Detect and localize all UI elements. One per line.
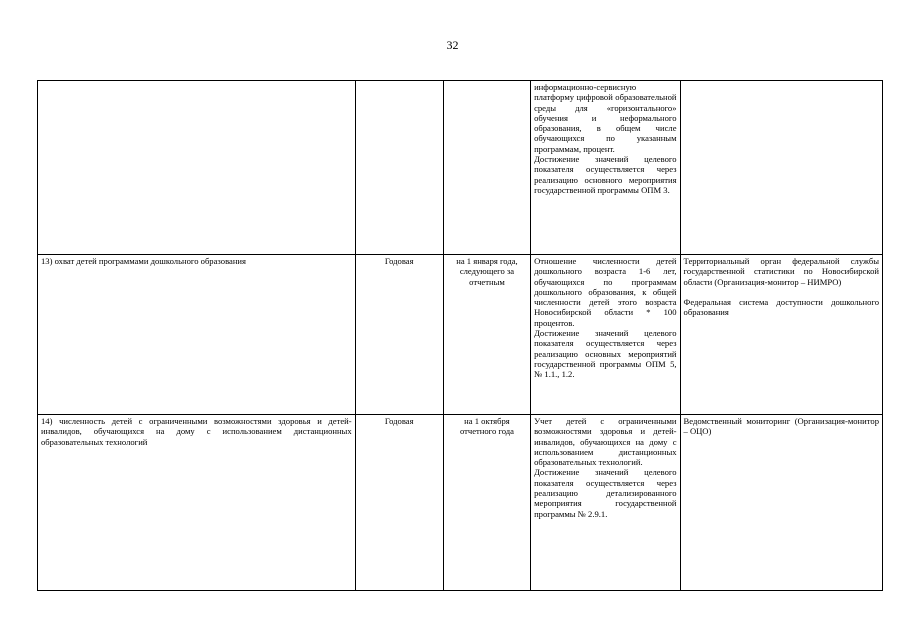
method-paragraph: Достижение значений целевого показателя осуществляется через реализацию детализированного мероприятия государственной программы № 2.9.1. [534,467,677,519]
method-paragraph: Достижение значений целевого показателя осуществляется через реализацию основного мероприятия государственной программы ОПМ 3. [534,154,677,195]
method-cell [531,255,680,415]
indicator-cell: 13) охват детей программами дошкольного образования [38,255,356,415]
date-cell: на 1 октября отчетного года [443,415,530,591]
page-number: 32 [446,38,459,52]
source-cell [680,81,882,255]
table-row [38,81,883,255]
source-cell [680,255,882,415]
source-paragraph: Ведомственный мониторинг (Организация-монитор – ОЦО) [683,416,879,437]
method-cell [531,415,680,591]
source-cell [680,415,882,591]
periodicity-cell: Годовая [355,415,443,591]
source-paragraph: Федеральная система доступности дошкольного образования [683,297,879,318]
date-cell [443,81,530,255]
table-row [38,415,883,591]
method-paragraph: платформу цифровой образовательной среды для «горизонтального» обучения и неформального образования, в общем числе обучающихся по указанным программам, процент. [534,92,677,154]
periodicity-cell: Годовая [355,255,443,415]
indicator-cell: 14) численность детей с ограниченными возможностями здоровья и детей-инвалидов, обучающихся на дому с использованием дистанционных образовательных технологий [38,415,356,591]
method-paragraph: информационно-сервисную [534,82,637,92]
periodicity-cell [355,81,443,255]
method-paragraph: Отношение численности детей дошкольного возраста 1-6 лет, обучающихся по программам дошкольного образования, к общей численности детей этого возраста Новосибирской области * 100 процентов. [534,256,677,328]
indicator-cell [38,81,356,255]
date-cell: на 1 января года, следующего за отчетным [443,255,530,415]
table-row [38,255,883,415]
source-paragraph: Территориальный орган федеральной службы государственной статистики по Новосибирской области (Организация-монитор – НИМРО) [683,256,879,287]
method-paragraph: Достижение значений целевого показателя осуществляется через реализацию основных мероприятий государственной программы ОПМ 5, № 1.1., 1.2. [534,328,677,380]
indicators-table [37,80,883,591]
method-paragraph: Учет детей с ограниченными возможностями здоровья и детей-инвалидов, обучающихся на дому с использованием дистанционных образовательных технологий. [534,416,677,468]
method-cell [531,81,680,255]
